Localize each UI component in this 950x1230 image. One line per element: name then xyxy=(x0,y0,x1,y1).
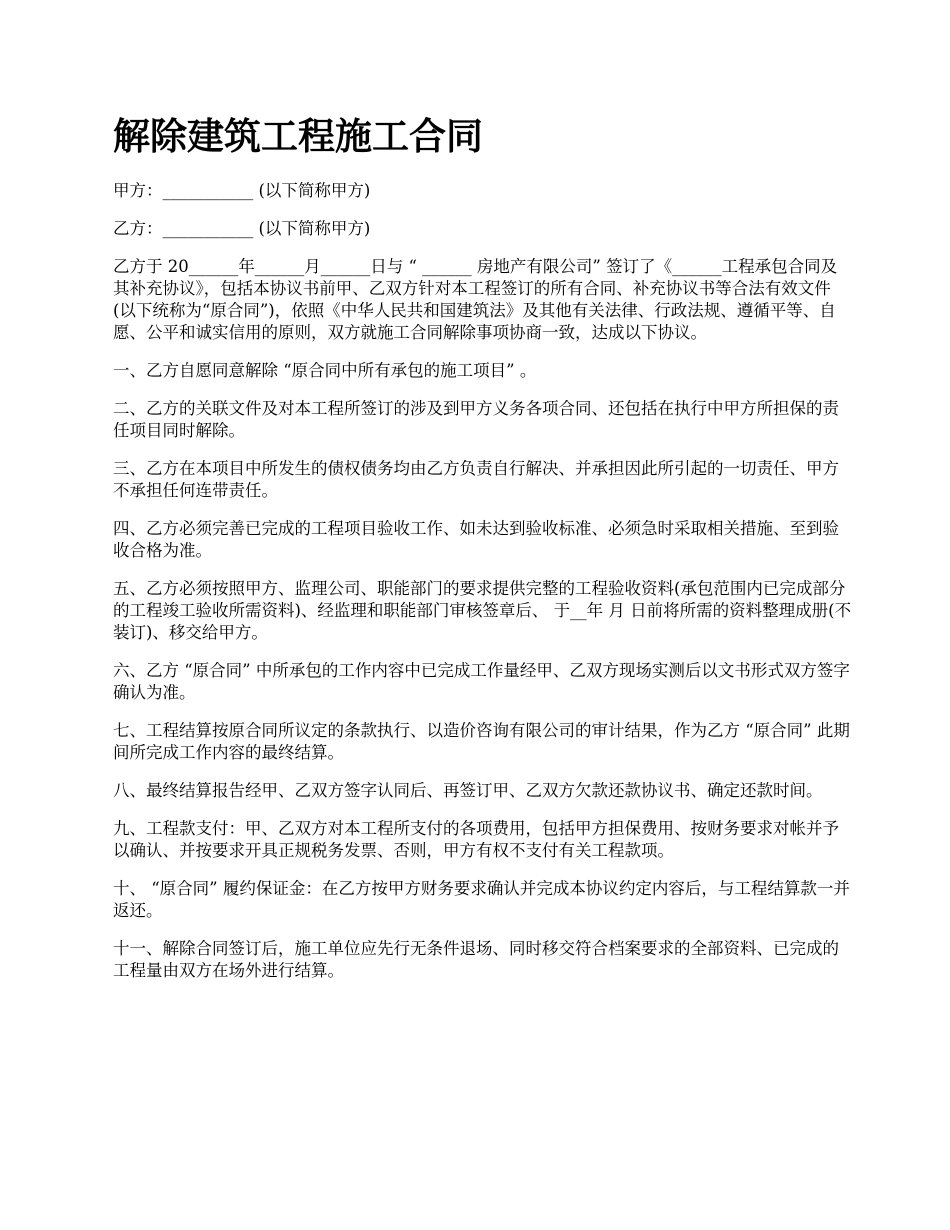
party-a-line: 甲方：___________ (以下简称甲方) xyxy=(113,181,371,200)
clause-10: 十、 “原合同” 履约保证金：在乙方按甲方财务要求确认并完成本协议约定内容后，与工程结算款一并返还。 xyxy=(113,879,850,920)
clause-7: 七、工程结算按原合同所议定的条款执行、以造价咨询有限公司的审计结果，作为乙方 “原合同” 此期间所完成工作内容的最终结算。 xyxy=(113,721,850,762)
clause-1: 一、乙方自愿同意解除 “原合同中所有承包的施工项目” 。 xyxy=(113,361,537,380)
clause-4: 四、乙方必须完善已完成的工程项目验收工作、如未达到验收标准、必须急时采取相关措施、至到验收合格为准。 xyxy=(113,519,839,560)
clause-11: 十一、解除合同签订后，施工单位应先行无条件退场、同时移交符合档案要求的全部资料、已完成的工程量由双方在场外进行结算。 xyxy=(113,939,839,980)
preamble-paragraph: 乙方于 20______年______月______日与 “ ______ 房地产有限公司” 签订了《______工程承包合同及其补充协议》，包括本协议书前甲、乙双方针对本工程签订的所有合同、补充协议书等合法有效文件(以下统称为“原合同”)，依照《中华人民共和国建筑法》及其他有关法律、行政法规、遵循平等、自愿、公平和诚实信用的原则，双方就施工合同解除事项协商一致，达成以下协议。 xyxy=(113,257,838,342)
document-page xyxy=(113,108,853,998)
clause-3: 三、乙方在本项目中所发生的债权债务均由乙方负责自行解决、并承担因此所引起的一切责任、甲方不承担任何连带责任。 xyxy=(113,459,839,500)
clause-8: 八、最终结算报告经甲、乙双方签字认同后、再签订甲、乙双方欠款还款协议书、确定还款时间。 xyxy=(113,781,823,800)
party-b-line: 乙方：___________ (以下简称甲方) xyxy=(113,219,371,238)
document-title: 解除建筑工程施工合同 xyxy=(113,114,483,158)
clause-9: 九、工程款支付：甲、乙双方对本工程所支付的各项费用，包括甲方担保费用、按财务要求对帐并予以确认、并按要求开具正规税务发票、否则，甲方有权不支付有关工程款项。 xyxy=(113,819,839,860)
clause-2: 二、乙方的关联文件及对本工程所签订的涉及到甲方义务各项合同、还包括在执行中甲方所担保的责任项目同时解除。 xyxy=(113,399,839,440)
clause-5: 五、乙方必须按照甲方、监理公司、职能部门的要求提供完整的工程验收资料(承包范围内已完成部分的工程竣工验收所需资料)、经监理和职能部门审核签章后、 于__年 月 日前将所需的资料整理成册(不装订)、移交给甲方。 xyxy=(113,579,852,642)
clause-6: 六、乙方 “原合同” 中所承包的工作内容中已完成工作量经甲、乙双方现场实测后以文书形式双方签字确认为准。 xyxy=(113,661,850,702)
